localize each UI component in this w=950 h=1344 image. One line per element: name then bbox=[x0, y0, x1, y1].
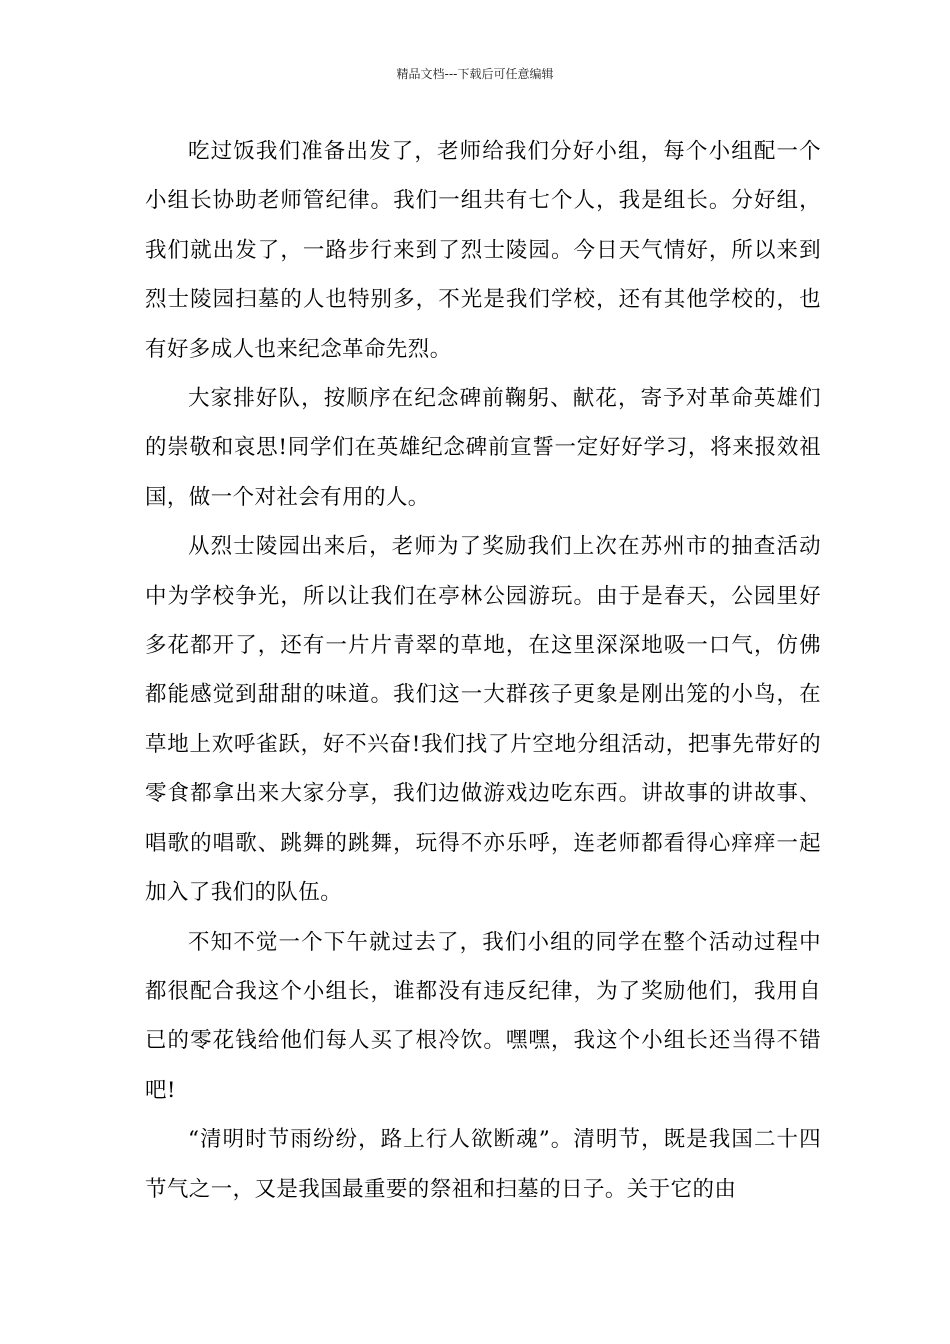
paragraph: 不知不觉一个下午就过去了，我们小组的同学在整个活动过程中都很配合我这个小组长，谁都没有违反纪律，为了奖励他们，我用自已的零花钱给他们每人买了根冷饮。嘿嘿，我这个小组长还当得不错吧! bbox=[145, 929, 821, 1103]
paragraph: 大家排好队，按顺序在纪念碑前鞠躬、献花，寄予对革命英雄们的崇敬和哀思!同学们在英雄纪念碑前宣誓一定好好学习，将来报效祖国，做一个对社会有用的人。 bbox=[145, 386, 821, 510]
page-header: 精品文档---下载后可任意编辑 bbox=[396, 67, 554, 81]
paragraph: 吃过饭我们准备出发了，老师给我们分好小组，每个小组配一个小组长协助老师管纪律。我们一组共有七个人，我是组长。分好组，我们就出发了，一路步行来到了烈士陵园。今日天气情好，所以来到烈士陵园扫墓的人也特别多，不光是我们学校，还有其他学校的，也有好多成人也来纪念革命先烈。 bbox=[145, 139, 821, 362]
document-body bbox=[145, 127, 821, 1214]
paragraph: 从烈士陵园出来后，老师为了奖励我们上次在苏州市的抽查活动中为学校争光，所以让我们在亭林公园游玩。由于是春天，公园里好多花都开了，还有一片片青翠的草地，在这里深深地吸一口气，仿佛都能感觉到甜甜的味道。我们这一大群孩子更象是刚出笼的小鸟，在草地上欢呼雀跃，好不兴奋!我们找了片空地分组活动，把事先带好的零食都拿出来大家分享，我们边做游戏边吃东西。讲故事的讲故事、唱歌的唱歌、跳舞的跳舞，玩得不亦乐呼，连老师都看得心痒痒一起加入了我们的队伍。 bbox=[145, 534, 821, 906]
paragraph: “清明时节雨纷纷，路上行人欲断魂”。清明节，既是我国二十四节气之一，又是我国最重要的祭祖和扫墓的日子。关于它的由 bbox=[145, 1127, 821, 1202]
